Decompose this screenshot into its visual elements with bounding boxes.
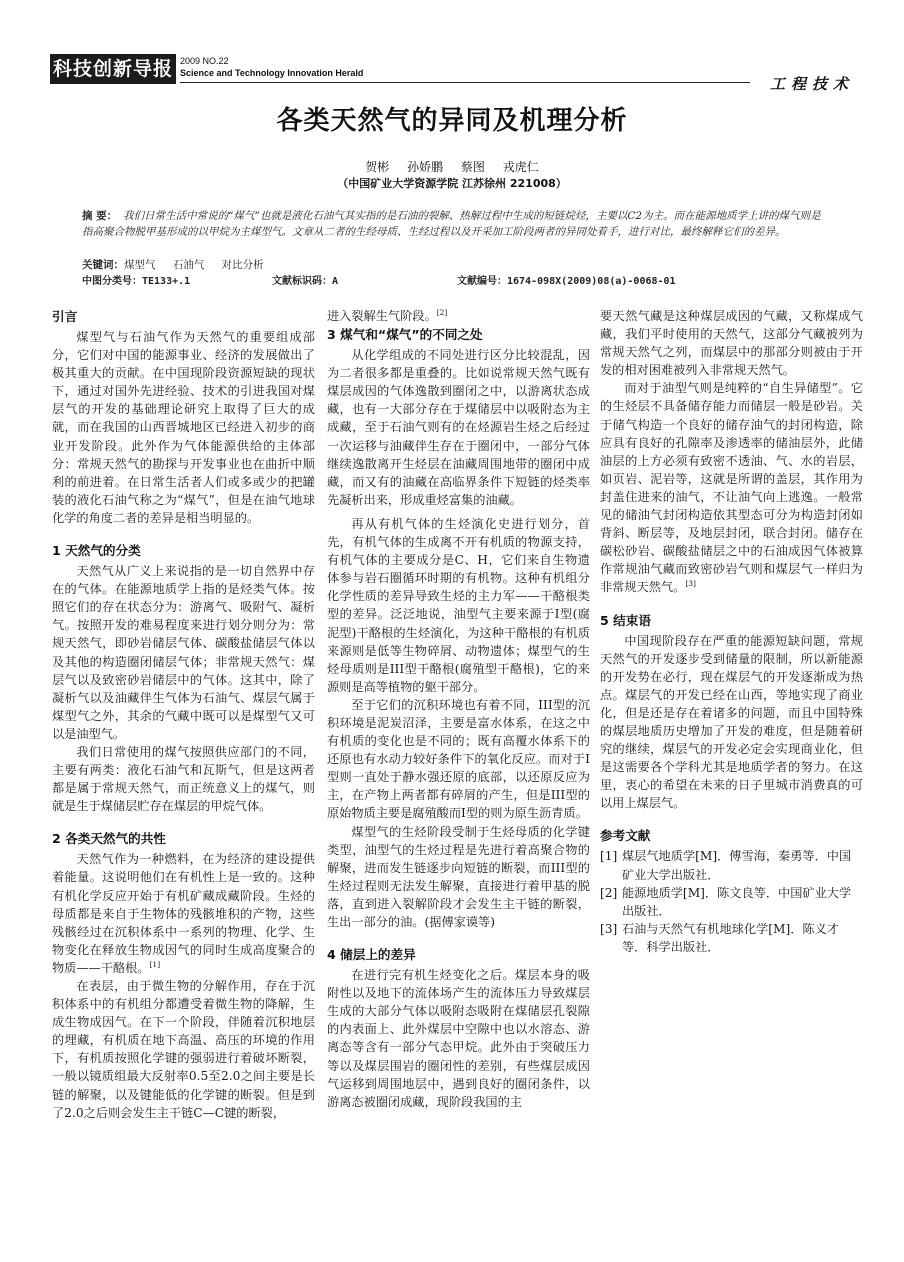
reference-number: [3] (600, 921, 618, 936)
reference-number: [2] (600, 885, 618, 900)
reference-text: 石油与天然气有机地球化学[M]．陈义才等．科学出版社． (622, 921, 839, 954)
paragraph: 天然气从广义上来说指的是一切自然界中存在的气体。在能源地质学上指的是烃类气体。按照它们的存在状态分为：游离气、吸附气、凝析气。按照开发的难易程度来进行划分则分为：常规天然气，即砂岩储层气体、碳酸盐储层气体以及其他的构造圈闭储层气体；非常规天然气：煤层气以及致密砂岩储层中的气体。这其中，除了凝析气以及油藏伴生气体为石油气、煤层气属于煤型气之外，其余的气藏中既可以是煤型气又可以是油型气。 (52, 564, 315, 741)
classification-line (82, 272, 826, 288)
journal-english-name: Science and Technology Innovation Herald (180, 68, 364, 78)
paragraph: 天然气作为一种燃料，在为经济的建设提供着能量。这说明他们在有机性上是一致的。这种有机化学反应开始于有机矿藏成藏阶段。生烃的母质都是来自于生物体的残骸堆积的产物，这些残骸经过在沉积体系中一系列的物理、化学、生物变化在释放生物成因气的同时生成高度聚合的物质——干酪根。[1] (52, 852, 315, 975)
section-tag: 工程技术 (769, 75, 854, 93)
paragraph: 要天然气藏是这种煤层成因的气藏，又称煤成气藏，我们平时使用的天然气，这部分气藏被列为常规天然气之列，而煤层中的那部分则被由于开发的相对困难被列入非常规天然气。 (600, 309, 863, 378)
reference-item (600, 847, 863, 883)
reference-text: 煤层气地质学[M]．傅雪海，秦勇等．中国矿业大学出版社． (622, 849, 852, 882)
column-left (52, 307, 315, 1122)
issue-number: 2009 NO.22 (180, 56, 229, 66)
reference-item (600, 884, 863, 920)
keywords-label: 关键词： (82, 259, 124, 271)
journal-meta (180, 55, 500, 79)
heading-section-3: 3 煤气和“煤气”的不同之处 (327, 327, 483, 343)
reference-text: 能源地质学[M]．陈文良等．中国矿业大学出版社． (622, 885, 852, 918)
article-number: 文献编号：1674-098X(2009)08(a)-0068-01 (457, 276, 676, 287)
paragraph: 至于它们的沉积环境也有着不同，III型的沉积环境是泥炭沼泽，主要是富水体系，在这之中有机质的变化也是不同的；既有高覆水体系下的还原也有水动力较好条件下的氧化反应。而对于I型则一直处于静水强还原的底部，以还原反应为主，在产物上两者都有碎屑的产生，但是III型的原始物质主要是腐殖酸而I型的则为原生沥青质。 (327, 697, 590, 821)
reference-item (600, 920, 863, 956)
paragraph: 再从有机气体的生烃演化史进行划分，首先，有机气体的生成离不开有机质的物源支持，有机气体的主要成分是C、H，它们来自生物遗体参与岩石圈循环时期的有机物。这种有机组分化学性质的差异导致生烃的主力军——干酪根类型的差异。泛泛地说，油型气主要来源于I型(腐泥型)干酪根的生烃演化，为这种干酪根的有机质来源则是低等生物碎屑、动物遗体；煤型气的生烃母质则是III型干酪根(腐殖型干酪根)，它的来源则是高等植物的躯干部分。 (327, 516, 590, 694)
column-middle (327, 307, 590, 1111)
keywords (82, 257, 826, 272)
paragraph: 在表层，由于微生物的分解作用，存在于沉积体系中的有机组分都遭受着微生物的降解，生成生物成因气。在下一个阶段，伴随着沉积地层的埋藏，有机质在地下高温、高压的环境的作用下，有机质按照化学键的强弱进行着破坏断裂，一般以镜质组最大反射率0.5至2.0之间主要是长链的解聚，以及键能低的化学键的断裂。但是到了2.0之后则会发生主干链C—C键的断裂， (52, 979, 315, 1120)
heading-introduction: 引言 (52, 309, 78, 324)
paragraph: 煤型气与石油气作为天然气的重要组成部分，它们对中国的能源事业、经济的发展做出了极其重大的贡献。在中国现阶段资源短缺的现状下，通过对国外先进经验、技术的引进我国对煤层气的开发的基础理论研究上取得了巨大的成就，而在我国的山西晋城地区已经进入初步的商业开发阶段。此外作为气体能源供给的主体部分：常规天然气的勘探与开发事业也在曲折中顺利的前进着。在日常生活者人们或多或少的把罐装的液化石油气称之为“煤气”，但是在油气地球化学的角度二者的差异是相当明显的。 (52, 330, 315, 525)
heading-section-5: 5 结束语 (600, 612, 651, 628)
clc-number: 中图分类号：TE133+.1 (82, 276, 191, 287)
article-authors: 贺彬 孙娇鹏 蔡图 戎虎仁 (365, 160, 539, 174)
paragraph: 在进行完有机生烃变化之后。煤层本身的吸附性以及地下的流体场产生的流体压力导致煤层生成的大部分气体以吸附态吸附在煤储层孔裂隙的内表面上、此外煤层中空隙中也以水溶态、游离态等含有一部分气态甲烷。此外由于突破压力等以及煤层围岩的圈闭性的差别，有些煤层成因气运移到周围地层中，遇到良好的圈闭条件，以游离态被圈闭成藏，现阶段我国的主 (327, 968, 590, 1109)
paragraph: 从化学组成的不同处进行区分比较混乱，因为二者很多都是重叠的。比如说常规天然气既有煤层成因的气体逸散到圈闭之中，以游离状态成藏，也有一大部分存在于煤储层中以吸附态为主成藏，至于石油气则有的在烃源岩生烃之后经过一次运移与油藏伴生存在于圈闭中，一部分气体继续逸散离开生烃层在油藏周围地带的圈闭中成藏，而又有的油藏在高临界条件下短链的烃类率先凝析出来，形成重烃富集的油藏。 (327, 348, 590, 507)
abstract-text: 我们日常生活中常说的“煤气”也就是液化石油气其实指的是石油的裂解、热解过程中生成的短链烷烃，主要以C2为主。而在能源地质学上讲的煤气则是指高聚合物脱甲基形成的以甲烷为主煤型气。文章从二者的生经母质、生经过程以及开采加工阶段两者的异同处着手，进行对比，最终解释它们的差异。 (82, 210, 821, 238)
column-right (600, 307, 863, 956)
citation: [1] (149, 959, 161, 969)
abstract (82, 208, 826, 240)
heading-section-4: 4 储层上的差异 (327, 947, 416, 963)
paragraph: 煤型气的生烃阶段受制于生烃母质的化学键类型，油型气的生烃过程是先进行着高聚合物的解聚，进而发生链逐步向短链的断裂，而III型的生烃过程则无法发生解聚，直接进行着甲基的脱落，直到进入裂解阶段才会发生主干链的断裂，生出一部分的油。(据傅家谟等) (327, 824, 590, 929)
keywords-text: 煤型气 石油气 对比分析 (124, 259, 264, 271)
heading-section-1: 1 天然气的分类 (52, 543, 141, 559)
heading-section-2: 2 各类天然气的共性 (52, 831, 166, 847)
citation: [2] (436, 307, 448, 317)
abstract-label: 摘 要： (82, 210, 118, 222)
paragraph: 中国现阶段存在严重的能源短缺问题，常规天然气的开发逐步受到储量的限制，所以新能源的开发势在必行，现在煤层气的开发逐渐成为热点。煤层气的开发已经在山西，等地实现了商业化，但是还是存在着诸多的问题，而且中国特殊的煤层地质历史增加了开发的难度，但是随着研究的继续，煤层气的开发必定会实现商业化，但是这需要各个学科尤其是地质学者的努力。在这里，衷心的希望在未来的日子里城市消费真的可以用上煤层气。 (600, 633, 863, 811)
journal-name: 科技创新导报 (50, 54, 176, 84)
document-code: 文献标识码：A (272, 276, 339, 287)
article-title: 各类天然气的异同及机理分析 (276, 106, 628, 136)
paragraph: 我们日常使用的煤气按照供应部门的不同，主要有两类：液化石油气和瓦斯气，但是这两者都是属于常规天然气，而正统意义上的煤气，则就是生于煤储层贮存在煤层的甲烷气体。 (52, 744, 315, 814)
heading-references: 参考文献 (600, 828, 651, 844)
paragraph: 进入裂解生气阶段。[2] (327, 307, 448, 323)
citation: [3] (685, 579, 696, 589)
paragraph: 而对于油型气则是纯粹的“自生异储型”。它的生烃层不具备储存能力而储层一般是砂岩。关于储气构造一个良好的储存油气的封闭构造，除应具有良好的孔隙率及渗透率的储油层外，此储油层的上方必须有致密不透油、气、水的岩层，如页岩、泥岩等，这就是所谓的盖层，其作用为封盖住进来的油气，不让油气向上逃逸。一般常见的储油气封闭构造依其型态可分为构造封闭如背斜、断层等，及地层封闭，联合封闭。储存在碳松砂岩、碳酸盐储层之中的石油成因气体被算作常规油气藏而致密砂岩气则和煤层气一样归为非常规天然气。[3] (600, 381, 863, 595)
reference-number: [1] (600, 849, 618, 864)
header-rule (180, 82, 750, 83)
author-affiliation: （中国矿业大学资源学院 江苏徐州 221008） (337, 177, 567, 190)
